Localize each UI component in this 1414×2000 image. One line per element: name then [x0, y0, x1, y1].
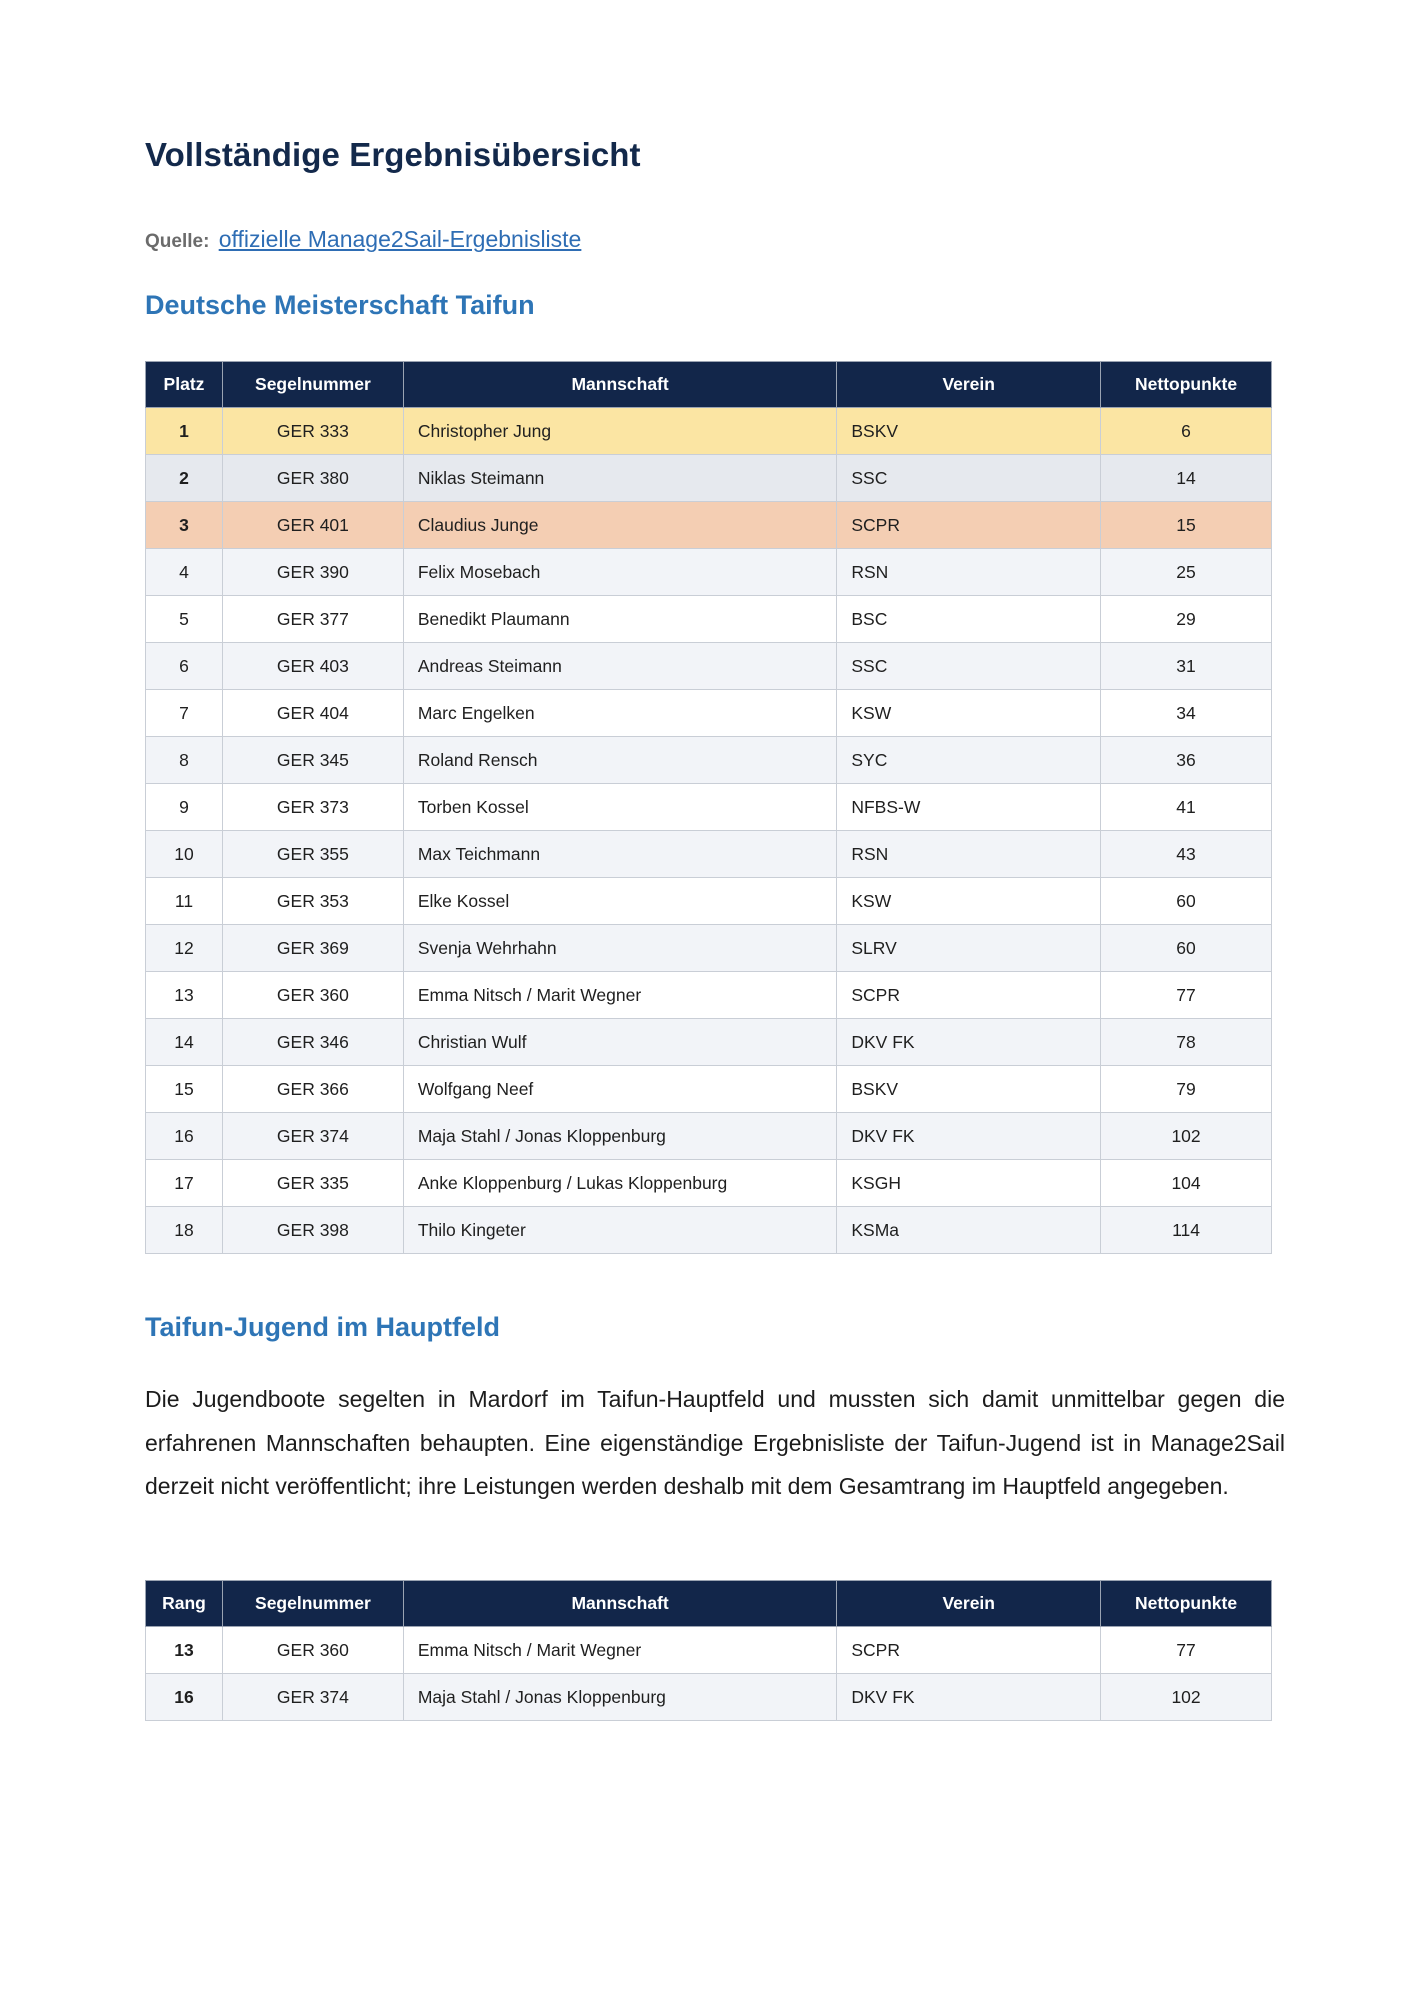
club-cell: SSC	[837, 455, 1101, 502]
net-points-cell: 102	[1101, 1113, 1272, 1160]
table-row	[146, 1674, 1272, 1721]
rank-cell: 17	[146, 1160, 223, 1207]
table-row	[146, 408, 1272, 455]
sail-number-cell: GER 401	[222, 502, 403, 549]
club-cell: BSKV	[837, 1066, 1101, 1113]
table-row	[146, 1160, 1272, 1207]
club-cell: SLRV	[837, 925, 1101, 972]
crew-cell: Anke Kloppenburg / Lukas Kloppenburg	[403, 1160, 837, 1207]
net-points-cell: 43	[1101, 831, 1272, 878]
club-cell: RSN	[837, 831, 1101, 878]
sail-number-cell: GER 335	[222, 1160, 403, 1207]
crew-cell: Niklas Steimann	[403, 455, 837, 502]
crew-cell: Emma Nitsch / Marit Wegner	[403, 972, 837, 1019]
rank-cell: 3	[146, 502, 223, 549]
net-points-cell: 104	[1101, 1160, 1272, 1207]
table-header-row	[146, 1581, 1272, 1627]
column-header-club: Verein	[837, 362, 1101, 408]
net-points-cell: 6	[1101, 408, 1272, 455]
table-row	[146, 972, 1272, 1019]
sail-number-cell: GER 353	[222, 878, 403, 925]
rank-cell: 9	[146, 784, 223, 831]
club-cell: SYC	[837, 737, 1101, 784]
crew-cell: Svenja Wehrhahn	[403, 925, 837, 972]
rank-cell: 10	[146, 831, 223, 878]
club-cell: DKV FK	[837, 1113, 1101, 1160]
section-heading-youth: Taifun-Jugend im Hauptfeld	[145, 1312, 500, 1342]
club-cell: KSMa	[837, 1207, 1101, 1254]
rank-cell: 13	[146, 972, 223, 1019]
source-line	[145, 226, 581, 253]
rank-cell: 15	[146, 1066, 223, 1113]
net-points-cell: 77	[1101, 1627, 1272, 1674]
net-points-cell: 78	[1101, 1019, 1272, 1066]
sail-number-cell: GER 373	[222, 784, 403, 831]
rank-cell: 16	[146, 1113, 223, 1160]
net-points-cell: 77	[1101, 972, 1272, 1019]
net-points-cell: 102	[1101, 1674, 1272, 1721]
net-points-cell: 114	[1101, 1207, 1272, 1254]
crew-cell: Wolfgang Neef	[403, 1066, 837, 1113]
sail-number-cell: GER 374	[222, 1674, 403, 1721]
table-row	[146, 549, 1272, 596]
net-points-cell: 14	[1101, 455, 1272, 502]
table-row	[146, 925, 1272, 972]
crew-cell: Christopher Jung	[403, 408, 837, 455]
club-cell: BSC	[837, 596, 1101, 643]
crew-cell: Maja Stahl / Jonas Kloppenburg	[403, 1674, 837, 1721]
rank-cell: 6	[146, 643, 223, 690]
table-row	[146, 643, 1272, 690]
club-cell: SCPR	[837, 972, 1101, 1019]
column-header-crew: Mannschaft	[403, 362, 837, 408]
rank-cell: 5	[146, 596, 223, 643]
rank-cell: 16	[146, 1674, 223, 1721]
crew-cell: Andreas Steimann	[403, 643, 837, 690]
column-header-net-points: Nettopunkte	[1101, 1581, 1272, 1627]
table-row	[146, 1627, 1272, 1674]
crew-cell: Max Teichmann	[403, 831, 837, 878]
crew-cell: Elke Kossel	[403, 878, 837, 925]
crew-cell: Emma Nitsch / Marit Wegner	[403, 1627, 837, 1674]
sail-number-cell: GER 345	[222, 737, 403, 784]
rank-cell: 7	[146, 690, 223, 737]
source-label: Quelle:	[145, 231, 210, 252]
sail-number-cell: GER 380	[222, 455, 403, 502]
table-header-row	[146, 362, 1272, 408]
table-row	[146, 502, 1272, 549]
column-header-net-points: Nettopunkte	[1101, 362, 1272, 408]
rank-cell: 2	[146, 455, 223, 502]
table-row	[146, 784, 1272, 831]
club-cell: DKV FK	[837, 1019, 1101, 1066]
rank-cell: 13	[146, 1627, 223, 1674]
sail-number-cell: GER 377	[222, 596, 403, 643]
crew-cell: Maja Stahl / Jonas Kloppenburg	[403, 1113, 837, 1160]
net-points-cell: 60	[1101, 878, 1272, 925]
rank-cell: 11	[146, 878, 223, 925]
sail-number-cell: GER 333	[222, 408, 403, 455]
youth-paragraph: Die Jugendboote segelten in Mardorf im Taifun-Hauptfeld und mussten sich damit unmittelbar gegen die erfahrenen Mannschaften behaupten. Eine eigenständige Ergebnisliste der Taifun-Jugend ist in Manage2Sail derzeit nicht veröffentlicht; ihre Leistungen werden deshalb mit dem Gesamtrang im Hauptfeld angegeben.	[145, 1386, 1285, 1499]
table-row	[146, 878, 1272, 925]
crew-cell: Felix Mosebach	[403, 549, 837, 596]
club-cell: DKV FK	[837, 1674, 1101, 1721]
net-points-cell: 29	[1101, 596, 1272, 643]
club-cell: SSC	[837, 643, 1101, 690]
rank-cell: 14	[146, 1019, 223, 1066]
page-title: Vollständige Ergebnisübersicht	[145, 136, 641, 173]
sail-number-cell: GER 369	[222, 925, 403, 972]
sail-number-cell: GER 360	[222, 972, 403, 1019]
net-points-cell: 31	[1101, 643, 1272, 690]
crew-cell: Claudius Junge	[403, 502, 837, 549]
table-row	[146, 831, 1272, 878]
club-cell: KSGH	[837, 1160, 1101, 1207]
rank-cell: 4	[146, 549, 223, 596]
column-header-sail-number: Segelnummer	[222, 1581, 403, 1627]
source-link[interactable]: offizielle Manage2Sail-Ergebnisliste	[218, 226, 582, 252]
sail-number-cell: GER 355	[222, 831, 403, 878]
sail-number-cell: GER 404	[222, 690, 403, 737]
column-header-crew: Mannschaft	[403, 1581, 837, 1627]
net-points-cell: 60	[1101, 925, 1272, 972]
table-row	[146, 1066, 1272, 1113]
column-header-sail-number: Segelnummer	[222, 362, 403, 408]
table-row	[146, 1019, 1272, 1066]
net-points-cell: 41	[1101, 784, 1272, 831]
results-table	[145, 361, 1272, 1254]
club-cell: SCPR	[837, 1627, 1101, 1674]
club-cell: BSKV	[837, 408, 1101, 455]
net-points-cell: 34	[1101, 690, 1272, 737]
table-row	[146, 1207, 1272, 1254]
column-header-rank: Rang	[146, 1581, 223, 1627]
sail-number-cell: GER 374	[222, 1113, 403, 1160]
table-row	[146, 737, 1272, 784]
crew-cell: Marc Engelken	[403, 690, 837, 737]
club-cell: KSW	[837, 878, 1101, 925]
table-row	[146, 596, 1272, 643]
club-cell: SCPR	[837, 502, 1101, 549]
sail-number-cell: GER 360	[222, 1627, 403, 1674]
rank-cell: 18	[146, 1207, 223, 1254]
crew-cell: Thilo Kingeter	[403, 1207, 837, 1254]
sail-number-cell: GER 366	[222, 1066, 403, 1113]
table-row	[146, 455, 1272, 502]
crew-cell: Torben Kossel	[403, 784, 837, 831]
net-points-cell: 15	[1101, 502, 1272, 549]
crew-cell: Benedikt Plaumann	[403, 596, 837, 643]
sail-number-cell: GER 390	[222, 549, 403, 596]
table-row	[146, 690, 1272, 737]
column-header-rank: Platz	[146, 362, 223, 408]
club-cell: NFBS-W	[837, 784, 1101, 831]
sail-number-cell: GER 346	[222, 1019, 403, 1066]
youth-results-table	[145, 1580, 1272, 1721]
section-heading-championship: Deutsche Meisterschaft Taifun	[145, 290, 535, 320]
column-header-club: Verein	[837, 1581, 1101, 1627]
net-points-cell: 79	[1101, 1066, 1272, 1113]
net-points-cell: 25	[1101, 549, 1272, 596]
club-cell: KSW	[837, 690, 1101, 737]
crew-cell: Roland Rensch	[403, 737, 837, 784]
rank-cell: 12	[146, 925, 223, 972]
table-row	[146, 1113, 1272, 1160]
sail-number-cell: GER 403	[222, 643, 403, 690]
rank-cell: 8	[146, 737, 223, 784]
rank-cell: 1	[146, 408, 223, 455]
net-points-cell: 36	[1101, 737, 1272, 784]
crew-cell: Christian Wulf	[403, 1019, 837, 1066]
sail-number-cell: GER 398	[222, 1207, 403, 1254]
club-cell: RSN	[837, 549, 1101, 596]
